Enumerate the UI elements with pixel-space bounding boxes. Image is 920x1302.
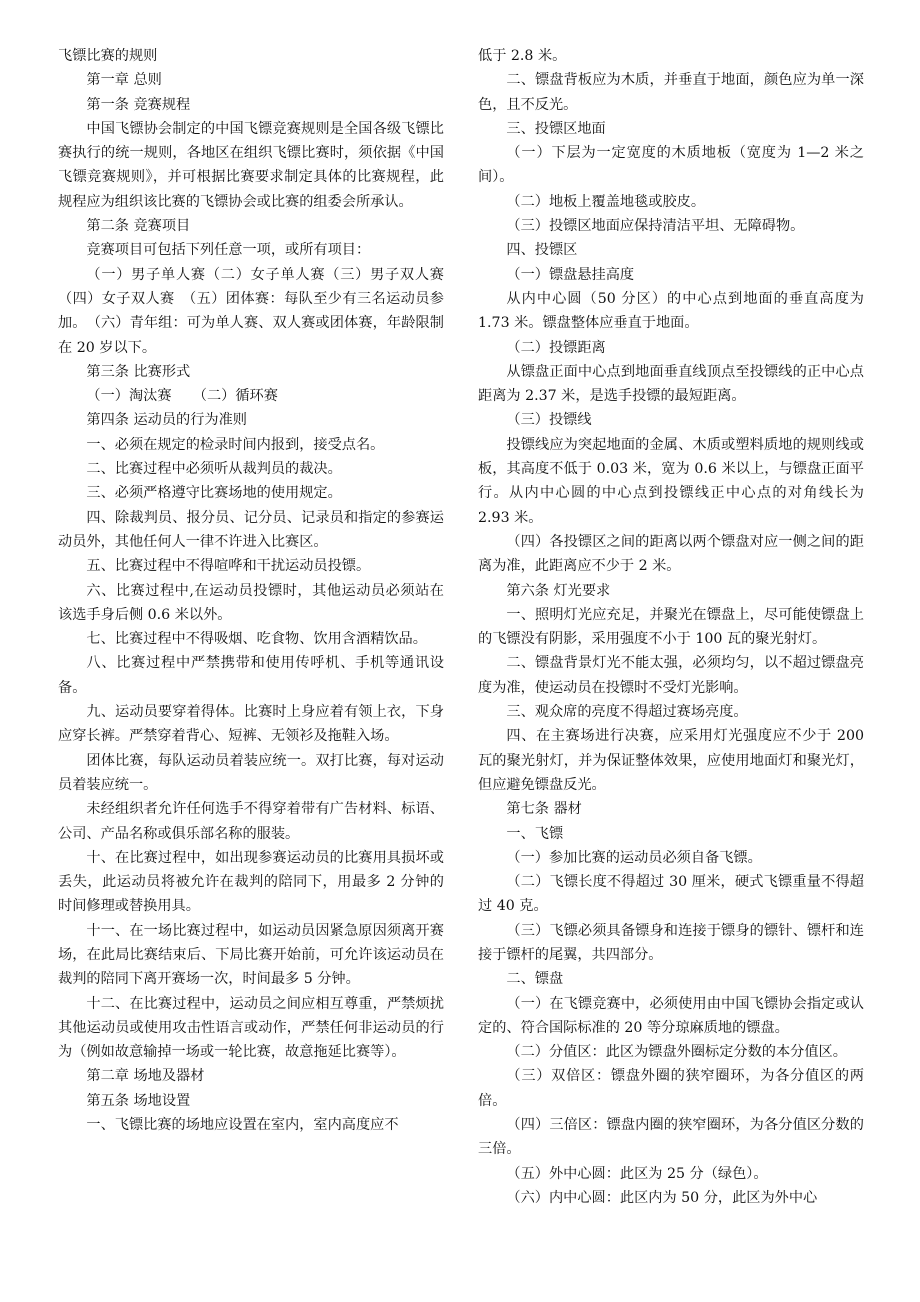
paragraph: （三）飞镖必须具备镖身和连接于镖身的镖针、镖杆和连接于镖杆的尾翼，共四部分。	[478, 922, 864, 963]
paragraph: （一）男子单人赛（二）女子单人赛（三）男子双人赛 （四）女子双人赛 （五）团体赛：每队至少有三名运动员参加。 （六）青年组：可为单人赛、双人赛或团体赛，年龄限制在 20 岁以下。	[58, 266, 473, 356]
paragraph: （六）内中心圆：此区内为 50 分，此区为外中心	[506, 1189, 818, 1206]
paragraph: 十一、在一场比赛过程中，如运动员因紧急原因须离开赛场，在此局比赛结束后、下局比赛开始前，可允许该运动员在裁判的陪同下离开赛场一次，时间最多 5 分钟。	[58, 922, 444, 988]
document-title: 飞镖比赛的规则	[58, 48, 158, 64]
article-heading: 第七条 器材	[506, 801, 582, 818]
paragraph: 二、镖盘背景灯光不能太强，必须均匀，以不超过镖盘亮度为准，使运动员在投镖时不受灯光影响。	[478, 655, 864, 696]
paragraph: 七、比赛过程中不得吸烟、吃食物、饮用含酒精饮品。	[86, 631, 427, 648]
paragraph: （二）投镖距离	[506, 339, 606, 356]
paragraph: 投镖线应为突起地面的金属、木质或塑料质地的规则线或板，其高度不低于 0.03 米，宽为 0.6 米以上，与镖盘正面平行。从内中心圆的中心点到投镖线正中心点的对角线长为 2.93 米。	[478, 436, 864, 526]
paragraph: 未经组织者允许任何选手不得穿着带有广告材料、标语、公司、产品名称或俱乐部名称的服装。	[58, 801, 444, 842]
paragraph: 三、必须严格遵守比赛场地的使用规定。	[86, 485, 342, 502]
paragraph: （三）投镖区地面应保持清洁平坦、无障碍物。	[506, 218, 805, 235]
article-heading: 第二条 竞赛项目	[86, 218, 191, 235]
paragraph: 一、飞镖比赛的场地应设置在室内，室内高度应不	[86, 1117, 399, 1134]
paragraph: 一、必须在规定的检录时间内报到，接受点名。	[86, 436, 385, 453]
article-heading: 第四条 运动员的行为准则	[86, 412, 247, 429]
section-heading: 二、镖盘	[506, 971, 564, 988]
paragraph: （一）参加比赛的运动员必须自备飞镖。	[506, 849, 762, 866]
section-heading: 一、飞镖	[506, 825, 564, 842]
article-heading: 第一条 竞赛规程	[86, 96, 191, 113]
article-heading: 第五条 场地设置	[86, 1092, 191, 1109]
paragraph: 二、镖盘背板应为木质，并垂直于地面，颜色应为单一深色，且不反光。	[478, 72, 864, 113]
paragraph: （五）外中心圆：此区为 25 分（绿色）。	[506, 1165, 768, 1182]
paragraph: 竞赛项目可包括下列任意一项，或所有项目：	[86, 242, 371, 259]
paragraph: 四、在主赛场进行决赛，应采用灯光强度应不少于 200 瓦的聚光射灯，并为保证整体效果，应使用地面灯和聚光灯，但应避免镖盘反光。	[478, 728, 864, 793]
paragraph: （二）飞镖长度不得超过 30 厘米，硬式飞镖重量不得超过 40 克。	[478, 874, 864, 915]
paragraph: 九、运动员要穿着得体。比赛时上身应着有领上衣，下身应穿长裤。严禁穿着背心、短裤、无领衫及拖鞋入场。	[58, 704, 444, 745]
section-heading: 四、投镖区	[506, 242, 578, 259]
paragraph: 低于 2.8 米。	[478, 48, 567, 64]
left-column	[58, 44, 473, 1137]
paragraph: （二）分值区：此区为镖盘外圈标定分数的本分值区。	[506, 1044, 847, 1061]
right-column	[478, 44, 864, 1210]
paragraph: （四）各投镖区之间的距离以两个镖盘对应一侧之间的距离为准，此距离应不少于 2 米。	[478, 533, 864, 575]
paragraph: （一）镖盘悬挂高度	[506, 266, 635, 283]
paragraph: 三、观众席的亮度不得超过赛场亮度。	[506, 704, 748, 721]
paragraph: 六、比赛过程中,在运动员投镖时，其他运动员必须站在该选手身后侧 0.6 米以外。	[58, 582, 444, 623]
paragraph: （一）下层为一定宽度的木质地板（宽度为 1—2 米之间）。	[478, 145, 864, 186]
paragraph: （四）三倍区：镖盘内圈的狭窄圈环，为各分值区分数的三倍。	[478, 1117, 864, 1158]
paragraph: （一）在飞镖竞赛中，必须使用由中国飞镖协会指定或认定的、符合国际标准的 20 等分琼麻质地的镖盘。	[478, 995, 864, 1036]
paragraph: （三）投镖线	[506, 412, 592, 429]
paragraph: 十、在比赛过程中，如出现参赛运动员的比赛用具损坏或丢失，此运动员将被允许在裁判的陪同下，用最多 2 分钟的时间修理或替换用具。	[58, 849, 444, 915]
paragraph: 四、除裁判员、报分员、记分员、记录员和指定的参赛运动员外，其他任何人一律不许进入比赛区。	[58, 509, 444, 550]
paragraph: （三）双倍区：镖盘外圈的狭窄圈环，为各分值区的两倍。	[478, 1068, 864, 1109]
chapter-heading: 第一章 总则	[86, 72, 162, 89]
paragraph: 一、照明灯光应充足，并聚光在镖盘上，尽可能使镖盘上的飞镖没有阴影，采用强度不小于 100 瓦的聚光射灯。	[478, 606, 864, 648]
section-heading: 三、投镖区地面	[506, 120, 606, 137]
paragraph: 团体比赛，每队运动员着装应统一。双打比赛，每对运动员着装应统一。	[58, 752, 444, 793]
paragraph: 二、比赛过程中必须听从裁判员的裁决。	[86, 461, 342, 478]
paragraph: 十二、在比赛过程中，运动员之间应相互尊重，严禁烦扰其他运动员或使用攻击性语言或动作，严禁任何非运动员的行为（例如故意输掉一场或一轮比赛，故意拖延比赛等）。	[58, 995, 444, 1061]
paragraph: （一）淘汰赛 （二）循环赛	[86, 388, 278, 405]
paragraph: （二）地板上覆盖地毯或胶皮。	[506, 193, 706, 210]
paragraph: 中国飞镖协会制定的中国飞镖竞赛规则是全国各级飞镖比赛执行的统一规则，各地区在组织飞镖比赛时，须依据《中国飞镖竞赛规则》，并可根据比赛要求制定具体的比赛规程，此规程应为组织该比赛的飞镖协会或比赛的组委会所承认。	[58, 120, 444, 210]
paragraph: 从镖盘正面中心点到地面垂直线顶点至投镖线的正中心点距离为 2.37 米，是选手投镖的最短距离。	[478, 363, 864, 405]
chapter-heading: 第二章 场地及器材	[86, 1068, 205, 1085]
paragraph: 从内中心圆（50 分区）的中心点到地面的垂直高度为 1.73 米。镖盘整体应垂直于地面。	[478, 290, 864, 332]
article-heading: 第三条 比赛形式	[86, 363, 191, 380]
paragraph: 八、比赛过程中严禁携带和使用传呼机、手机等通讯设备。	[58, 655, 444, 696]
article-heading: 第六条 灯光要求	[506, 582, 611, 599]
paragraph: 五、比赛过程中不得喧哗和干扰运动员投镖。	[86, 558, 371, 575]
